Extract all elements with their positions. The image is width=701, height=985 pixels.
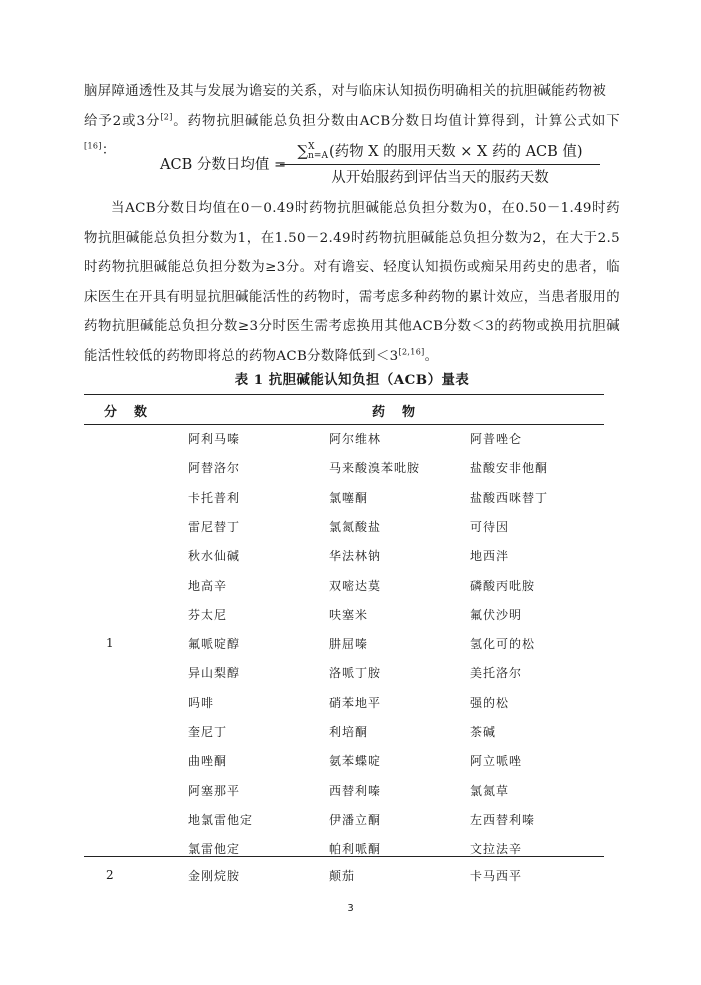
drug-cell: 西替利嗪 [329,783,382,798]
drug-cell: 氟哌啶醇 [188,637,241,652]
drug-cell: 阿塞那平 [188,783,241,798]
drug-cell: 文拉法辛 [470,842,523,857]
formula-lhs: ACB 分数日均值 = [160,157,287,173]
drug-cell: 秋水仙碱 [188,549,241,564]
paragraph-end: 。 [424,348,439,364]
drug-cell: 呋塞米 [329,607,369,622]
drug-cell: 磷酸丙吡胺 [470,578,536,593]
header-score: 分 数 [104,405,150,420]
numerator-text: (药物 X 的服用天数 × X 药的 ACB 值) [328,144,583,160]
drug-cell: 吗啡 [188,695,215,710]
table-top-rule [84,394,604,395]
paragraph-line: 。药物抗胆碱能总负担分数由ACB分数日均值计算得到，计算公式如下 [172,113,620,129]
drug-cell: 阿替洛尔 [188,461,241,476]
paragraph-scoring [84,194,620,371]
drug-cell: 盐酸西咪替丁 [470,490,549,505]
drug-cell: 阿立哌唑 [470,754,523,769]
formula-denominator: 从开始服药到评估当天的服药天数 [331,170,549,186]
acb-formula [160,140,600,186]
acb-table [84,394,604,894]
drug-cell: 金刚烷胺 [188,869,241,883]
drug-cell: 地氯雷他定 [188,812,254,827]
citation: [2] [160,112,173,122]
drug-cell: 帕利哌酮 [329,842,382,857]
drug-cell: 氯噻酮 [329,490,369,505]
drug-cell: 卡马西平 [470,869,523,883]
paragraph-line: 脑屏障通透性及其与发展为谵妄的关系，对与临床认知损伤明确相关的抗胆碱能药物被 [84,84,607,99]
drug-cell: 洛哌丁胺 [329,666,382,681]
drug-cell: 氢化可的松 [470,637,536,652]
drug-cell: 氨苯蝶啶 [329,754,382,769]
drug-cell: 氯雷他定 [188,842,241,857]
score-group-1: 1 [106,636,114,651]
lower-limit: n=A [308,151,328,161]
citation: [16] [84,141,102,151]
drug-cell: 双嘧达莫 [329,578,382,593]
drug-cell: 左西替利嗪 [470,812,536,827]
paragraph-text: 当ACB分数日均值在0－0.49时药物抗胆碱能总负担分数为0，在0.50－1.49时药物抗胆碱能总负担分数为1，在1.50－2.49时药物抗胆碱能总负担分数为2，在大于2.5时药物抗胆碱能总负担分数为≥3分。对有谵妄、轻度认知损伤或痴呆用药史的患者，临床医生在开具有明显抗胆碱能活性的药物时，需考虑多种药物的累计效应，当患者服用的药物抗胆碱能总负担分数≥3分时医生需考虑换用其他ACB分数＜3的药物或换用抗胆碱能活性较低的药物即将总的药物ACB分数降低到＜3 [84,201,620,364]
header-rule [84,424,604,425]
score-group-2: 2 [106,868,114,882]
table-caption: 表 1 抗胆碱能认知负担（ACB）量表 [234,372,470,388]
drug-cell: 盐酸安非他酮 [470,461,549,476]
drug-cell: 茶碱 [470,725,497,739]
drug-cell: 伊潘立酮 [329,812,382,827]
drug-cell: 可待因 [470,519,510,534]
drug-cell: 阿利马嗪 [188,432,241,446]
sum-limits [308,143,328,161]
drug-cell: 氯氮草 [470,783,510,798]
drug-cell: 芬太尼 [188,607,228,622]
drug-cell: 地西泮 [470,549,510,564]
drug-cell: 华法林钠 [329,549,382,564]
drug-cell: 颠茄 [329,869,356,883]
sigma-symbol: ∑ [297,142,309,160]
drug-cell: 马来酸溴苯吡胺 [329,461,421,476]
page-number: 3 [347,903,354,914]
drug-cell: 氯氮酸盐 [329,519,382,534]
header-drug: 药 物 [372,405,418,420]
drug-cell: 肼屈嗪 [329,637,369,652]
upper-limit: X [308,142,315,152]
drug-cell: 异山梨醇 [188,666,241,681]
drug-cell: 氟伏沙明 [470,607,523,622]
drug-cell: 卡托普利 [188,490,241,505]
drug-cell: 奎尼丁 [188,725,228,739]
drug-cell: 美托洛尔 [470,666,523,681]
paragraph-line: 给予2或3分 [84,113,161,129]
drug-cell: 强的松 [470,695,510,710]
drug-cell: 地高辛 [188,578,228,593]
drug-cell: 曲唑酮 [188,754,228,769]
fraction-bar [280,164,600,165]
drug-cell: 阿普唑仑 [470,432,523,446]
citation: [2,16] [398,347,425,357]
drug-cell: 阿尔维林 [329,432,382,446]
drug-cell: 雷尼替丁 [188,519,241,534]
formula-numerator [280,140,600,162]
paragraph-line: ： [101,143,116,158]
drug-cell: 利培酮 [329,725,369,739]
drug-cell: 硝苯地平 [329,695,382,710]
